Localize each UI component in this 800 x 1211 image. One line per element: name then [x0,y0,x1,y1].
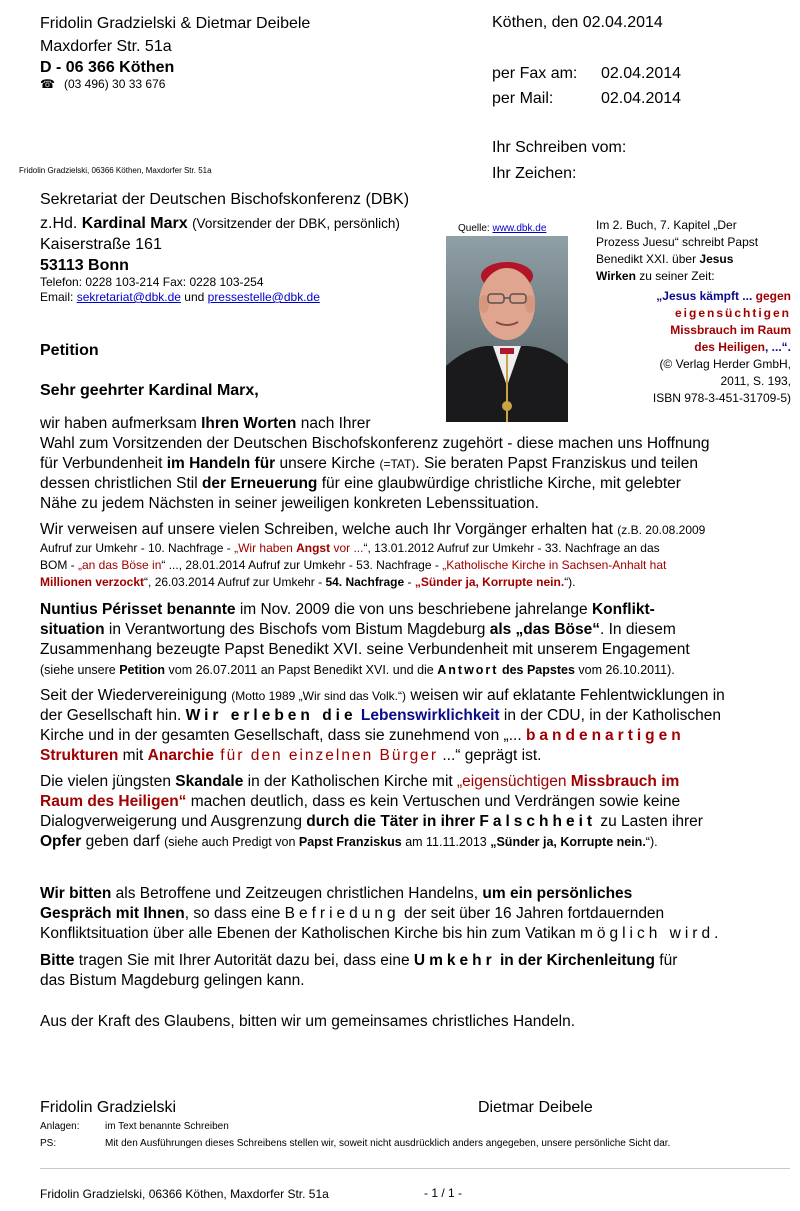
p4-emph: Wir erleben die [185,707,357,724]
p4-blue: Lebenswirklichkeit [360,707,500,724]
p6-wide: Befriedung [284,905,400,922]
p1-text: . Sie beraten Papst Franziskus und teilen [415,455,698,472]
quote-intro-line-4 [596,268,796,285]
copyright-line-1: (© Verlag Herder GmbH, [659,357,791,371]
p5-emph: durch die Täter in ihrer [306,813,476,830]
quote-line-3: Missbrauch im Raum [670,323,791,337]
quote-4b: , ...“. [764,340,791,354]
quote-intro-4a: Wirken [596,269,636,283]
p2-small: (z.B. 20.08.2009 [617,523,706,537]
p6-wide: möglich wird. [579,925,723,942]
paragraph-4 [40,686,800,766]
date-line: Köthen, den 02.04.2014 [492,14,663,31]
p4-line-4 [40,746,800,766]
your-ref-label: Ihr Zeichen: [492,165,577,182]
quote-copyright [653,356,791,407]
quote-intro-3a: Benedikt XXI. über [596,252,697,266]
p3-text: . In diesem [599,621,676,638]
footer-page-number: - 1 / 1 - [424,1186,463,1200]
p1-text: unsere Kirche [275,455,380,472]
p3-text: im Nov. 2009 die von uns beschriebene jahrelange [235,601,592,618]
p2-emph: 54. Nachfrage [325,575,405,589]
paragraph-6 [40,884,800,944]
p6-line-1 [40,884,800,904]
p5-small: “). [645,835,658,849]
p6-emph: Wir bitten [40,885,112,902]
p3-emph: Petition [119,663,166,677]
mail-label: per Mail: [492,90,554,107]
email-link-pressestelle[interactable]: pressestelle@dbk.de [207,290,320,304]
quote-intro-line-2: Prozess Juesu“ schreibt Papst [596,235,759,249]
fax-date: 02.04.2014 [601,65,682,82]
p2-line-3 [40,557,800,574]
p7-emph: in der Kirchenleitung [495,952,655,969]
quote-intro-line-3 [596,251,796,268]
p7-text: für [654,952,678,969]
recipient-city: 53113 Bonn [40,257,129,274]
p2-text: “, 26.03.2014 Aufruf zur Umkehr - [144,575,326,589]
p5-emph: Opfer [40,833,82,850]
p2-quote: „Katholische Kirche in Sachsen-Anhalt hat [442,558,667,572]
copyright-line-2: 2011, S. 193, [720,374,791,388]
p4-text: mit [118,747,148,764]
p5-emph-wide: Falschheit [479,813,597,830]
sender-phone-number: (03 496) 30 33 676 [64,77,166,91]
ps-value: Mit den Ausführungen dieses Schreibens stellen wir, soweit nicht ausdrücklich anders angegeben, unsere persönliche Sicht dar. [105,1138,671,1149]
ps-label: PS: [40,1138,57,1149]
sender-name: Fridolin Gradzielski & Dietmar Deibele [40,15,311,32]
p5-text: Die vielen jüngsten [40,773,176,790]
p3-text: vom 26.10.2011). [574,663,675,677]
p5-text: Dialogverweigerung und Ausgrenzung [40,813,307,830]
p1-emph: der Erneuerung [201,475,318,492]
fax-label: per Fax am: [492,65,578,82]
sender-city: D - 06 366 Köthen [40,59,175,76]
p4-line-3 [40,726,800,746]
p4-line-2 [40,706,800,726]
p4-text: Seit der Wiedervereinigung [40,687,232,704]
quote-intro-4b: zu seiner Zeit: [639,269,715,283]
p3-emph: als „das Böse“ [489,621,600,638]
recipient-attn [40,214,400,233]
p6-text: Konfliktsituation über alle Ebenen der Katholischen Kirche bis hin zum Vatikan [40,925,580,942]
p2-text: “, 13.01.2012 Aufruf zur Umkehr - 33. Nachfrage an das [363,541,660,555]
p5-text: machen deutlich, dass es kein Vertuschen und Verdrängen sowie keine [186,793,681,810]
attn-prefix: z.Hd. [40,215,78,232]
email-and: und [184,290,205,304]
paragraph-5 [40,772,800,852]
p3-emph: Antwort [437,663,499,677]
p3-emph: des Papstes [498,663,575,677]
p5-small: (siehe auch Predigt von [164,835,299,849]
p1-text: nach Ihrer [296,415,371,432]
p7-text: tragen Sie mit Ihrer Autorität dazu bei, dass eine [74,952,414,969]
sender-street: Maxdorfer Str. 51a [40,38,172,55]
p5-red-emph: Raum des Heiligen“ [40,793,187,810]
p2-text: BOM - [40,558,78,572]
p1-line-2: Wahl zum Vorsitzenden der Deutschen Bischofskonferenz zugehört - diese machen uns Hoffnung [40,435,710,452]
p1-line-4 [40,474,800,494]
p5-line-1 [40,772,800,792]
p4-red: für den einzelnen Bürger [214,747,439,764]
p5-text: zu Lasten ihrer [596,813,703,830]
p2-text: - [404,575,415,589]
p1-small: (=TAT) [379,457,416,471]
letter-subject: Petition [40,342,99,359]
p4-text: der Gesellschaft hin. [40,707,186,724]
p2-quote-emph: Millionen verzockt [40,575,145,589]
p3-text: vom 26.07.2011 an Papst Benedikt XVI. und die [165,663,438,677]
p1-emph: Ihren Worten [201,415,297,432]
p6-emph: Gespräch mit Ihnen [40,905,185,922]
paragraph-1 [40,414,800,514]
p6-text: der seit über 16 Jahren fortdauernden [399,905,665,922]
recipient-street: Kaiserstraße 161 [40,236,162,253]
p5-line-4 [40,832,800,852]
p4-small: (Motto 1989 „Wir sind das Volk.“) [231,689,407,703]
p2-text: “). [564,575,576,589]
p4-red-emph: bandenartigen [525,727,685,744]
p1-emph: im Handeln für [166,455,276,472]
p2-quote-emph: Angst [296,541,331,555]
p7-emph-wide: Umkehr [413,952,496,969]
photo-source-link[interactable]: www.dbk.de [492,223,547,234]
p5-small: am 11.11.2013 [401,835,491,849]
p5-text: geben darf [81,833,165,850]
p2-quote-emph: „Sünder ja, Korrupte nein. [414,575,565,589]
quote-4a: des Heiligen [694,340,765,354]
p2-quote: „Wir haben [234,541,297,555]
photo-source-label: Quelle: [458,223,490,234]
p4-text: in der CDU, in der Katholischen [499,707,722,724]
p3-line-1 [40,600,800,620]
quote-line-1 [656,288,791,305]
p2-text: Wir verweisen auf unsere vielen Schreiben, welche auch Ihr Vorgänger erhalten hat [40,521,618,538]
p2-text: “ ..., 28.01.2014 Aufruf zur Umkehr - 53. Nachfrage - [161,558,443,572]
signature-left: Fridolin Gradzielski [40,1099,177,1116]
portrait-image [446,236,568,422]
letter-salutation: Sehr geehrter Kardinal Marx, [40,382,259,399]
p3-line-3: Zusammenhang bezeugte Papst Benedikt XVI. seine Verbundenheit mit unserem Engagement [40,641,690,658]
p2-line-4 [40,574,800,591]
quote-intro-3b: Jesus [699,252,734,266]
p4-red-emph: Strukturen [40,747,119,764]
quote-intro [596,217,796,285]
p4-text: Kirche und in der gesamten Gesellschaft, dass sie zunehmend von „... [40,727,526,744]
p7-emph: Bitte [40,952,75,969]
p2-line-2 [40,540,800,557]
quote-intro-line-1: Im 2. Buch, 7. Kapitel „Der [596,218,737,232]
p1-text: für eine glaubwürdige christliche Kirche, mit gelebter [317,475,681,492]
recipient-email [40,290,320,304]
paragraph-3 [40,600,800,680]
your-letter-label: Ihr Schreiben vom: [492,139,627,156]
p4-line-1 [40,686,800,706]
p6-emph: um ein persönliches [482,885,633,902]
mail-date: 02.04.2014 [601,90,682,107]
p3-line-2 [40,620,800,640]
quote-1b: gegen [755,289,791,303]
quote-line-2: eigensüchtigen [674,306,791,320]
paragraph-8: Aus der Kraft des Glaubens, bitten wir um gemeinsames christliches Handeln. [40,1013,575,1030]
p5-small-emph: Papst Franziskus [298,835,402,849]
p6-text: , so dass eine [184,905,285,922]
p3-text: in Verantwortung des Bischofs vom Bistum Magdeburg [104,621,490,638]
p1-text: für Verbundenheit [40,455,167,472]
p2-quote: vor ... [330,541,364,555]
p3-line-4 [40,660,800,680]
p7-line-1 [40,951,800,971]
p7-line-2: das Bistum Magdeburg gelingen kann. [40,972,305,989]
p5-emph: Skandale [175,773,244,790]
p1-line-3 [40,454,800,474]
quote-text [656,288,791,356]
p5-line-3 [40,812,800,832]
p6-text: als Betroffene und Zeitzeugen christlichen Handelns, [111,885,483,902]
phone-icon: ☎ [40,77,55,91]
p5-small-emph: „Sünder ja, Korrupte nein. [490,835,646,849]
p1-line-5: Nähe zu jedem Nächsten in seiner jeweiligen konkreten Lebenssituation. [40,495,539,512]
attn-suffix: (Vorsitzender der DBK, persönlich) [192,216,400,231]
p2-line-1 [40,520,800,540]
quote-1a: „Jesus kämpft ... [656,289,753,303]
recipient-phone-fax: Telefon: 0228 103-214 Fax: 0228 103-254 [40,275,264,289]
p3-text: (siehe unsere [40,663,120,677]
p5-text: in der Katholischen Kirche mit [243,773,457,790]
footer-divider [40,1168,790,1169]
p6-line-3 [40,924,800,944]
email-link-sekretariat[interactable]: sekretariat@dbk.de [76,290,181,304]
attachments-label: Anlagen: [40,1121,80,1132]
p3-emph: Konflikt- [591,601,655,618]
cardinal-photo [446,236,568,422]
p4-text: weisen wir auf eklatante Fehlentwicklungen in [406,687,725,704]
recipient-org: Sekretariat der Deutschen Bischofskonferenz (DBK) [40,191,410,208]
footer-address: Fridolin Gradzielski, 06366 Köthen, Maxdorfer Str. 51a [40,1187,329,1201]
p4-text: ...“ geprägt ist. [438,747,542,764]
sender-phone [40,77,165,91]
p3-emph: situation [40,621,105,638]
attn-name: Kardinal Marx [81,215,188,232]
p2-quote: „an das Böse in [78,558,162,572]
paragraph-2 [40,520,800,591]
p6-line-2 [40,904,800,924]
p2-text: Aufruf zur Umkehr - 10. Nachfrage - [40,541,235,555]
email-label: Email: [40,290,74,304]
quote-line-4 [656,339,791,356]
p1-text: dessen christlichen Stil [40,475,202,492]
p5-red-emph: Missbrauch im [570,773,680,790]
p5-red: „eigensüchtigen [457,773,571,790]
p5-line-2 [40,792,800,812]
attachments-value: im Text benannte Schreiben [105,1121,229,1132]
paragraph-7 [40,951,800,991]
return-address: Fridolin Gradzielski, 06366 Köthen, Maxdorfer Str. 51a [19,166,212,175]
photo-source [458,223,546,235]
p4-red-emph: Anarchie [147,747,214,764]
signature-right: Dietmar Deibele [478,1099,593,1116]
p3-emph: Nuntius Périsset benannte [40,601,236,618]
copyright-line-3: ISBN 978-3-451-31709-5) [652,391,791,405]
p1-line-1 [40,414,800,434]
p1-text: wir haben aufmerksam [40,415,202,432]
